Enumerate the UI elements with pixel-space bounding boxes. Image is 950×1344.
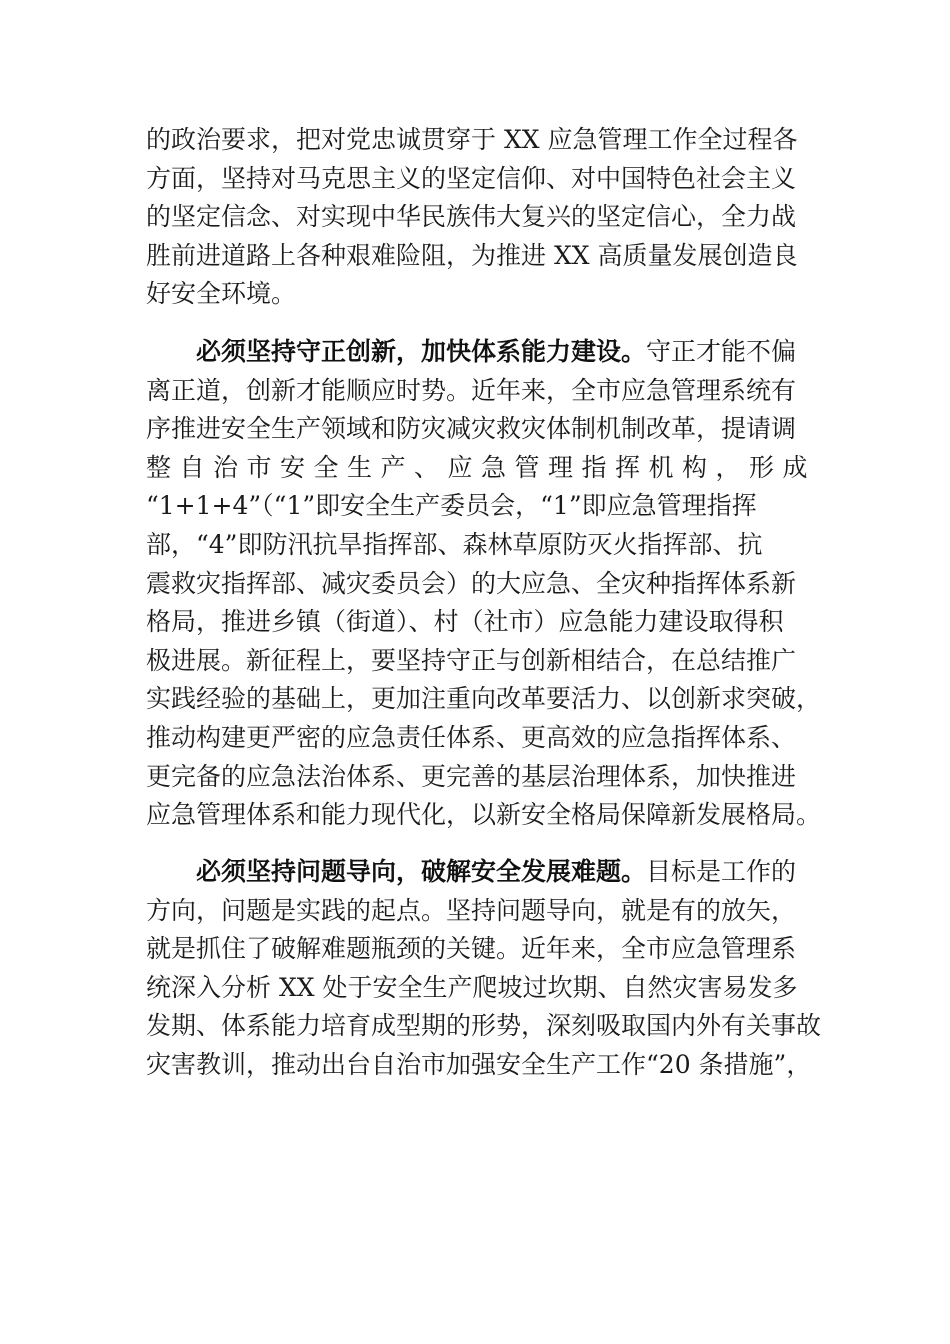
paragraph-heading: 必须坚持守正创新，加快体系能力建设。 bbox=[196, 337, 647, 366]
paragraph-heading: 必须坚持问题导向，破解安全发展难题。 bbox=[196, 857, 647, 886]
text-line: 方面，坚持对马克思主义的坚定信仰、对中国特色社会主义 bbox=[146, 163, 797, 193]
paragraph-3 bbox=[146, 853, 822, 1085]
text-line: 的政治要求，把对党忠诚贯穿于 XX 应急管理工作全过程各 bbox=[146, 125, 798, 154]
text-line: 推动构建更严密的应急责任体系、更高效的应急指挥体系、 bbox=[146, 722, 797, 752]
text-line: 序推进安全生产领域和防灾减灾救灾体制机制改革，提请调 bbox=[146, 414, 797, 444]
text-line: 的坚定信念、对实现中华民族伟大复兴的坚定信心，全力战 bbox=[146, 202, 797, 232]
text-line: 部，“4”即防汛抗旱指挥部、森林草原防灭火指挥部、抗 bbox=[146, 529, 763, 559]
text-line: 灾害教训，推动出台自治市加强安全生产工作“20 条措施”， bbox=[146, 1049, 812, 1079]
text-line: 统深入分析 XX 处于安全生产爬坡过坎期、自然灾害易发多 bbox=[146, 972, 798, 1002]
paragraph-lead-text: 目标是工作的 bbox=[646, 857, 797, 886]
text-line: 更完备的应急法治体系、更完善的基层治理体系，加快推进 bbox=[146, 761, 797, 791]
text-line: 应急管理体系和能力现代化，以新安全格局保障新发展格局。 bbox=[146, 800, 822, 830]
text-line: 就是抓住了破解难题瓶颈的关键。近年来，全市应急管理系 bbox=[146, 934, 797, 964]
text-line: 震救灾指挥部、减灾委员会）的大应急、全灾种指挥体系新 bbox=[146, 568, 797, 598]
paragraph-first-line bbox=[146, 333, 822, 372]
paragraph-first-line bbox=[146, 853, 822, 892]
text-line: 实践经验的基础上，更加注重向改革要活力、以创新求突破， bbox=[146, 684, 822, 714]
paragraph-lead-text: 守正才能不偏 bbox=[646, 337, 797, 366]
text-line: 方向，问题是实践的起点。坚持问题导向，就是有的放矢， bbox=[146, 895, 797, 925]
text-line: 胜前进道路上各种艰难险阻，为推进 XX 高质量发展创造良 bbox=[146, 240, 798, 270]
text-line: “1+1+4”（“1”即安全生产委员会，“1”即应急管理指挥 bbox=[146, 491, 757, 521]
paragraph-1 bbox=[146, 121, 822, 314]
text-line: 好安全环境。 bbox=[146, 279, 297, 309]
paragraph-2 bbox=[146, 333, 822, 835]
text-line: 极进展。新征程上，要坚持守正与创新相结合，在总结推广 bbox=[146, 645, 797, 675]
text-line: 离正道，创新才能顺应时势。近年来，全市应急管理系统有 bbox=[146, 375, 797, 405]
text-line: 整自治市安全生产、应急管理指挥机构，形成 bbox=[146, 452, 817, 482]
text-line: 格局，推进乡镇（街道）、村（社市）应急能力建设取得积 bbox=[146, 607, 784, 637]
text-line: 发期、体系能力培育成型期的形势，深刻吸取国内外有关事故 bbox=[146, 1011, 822, 1041]
